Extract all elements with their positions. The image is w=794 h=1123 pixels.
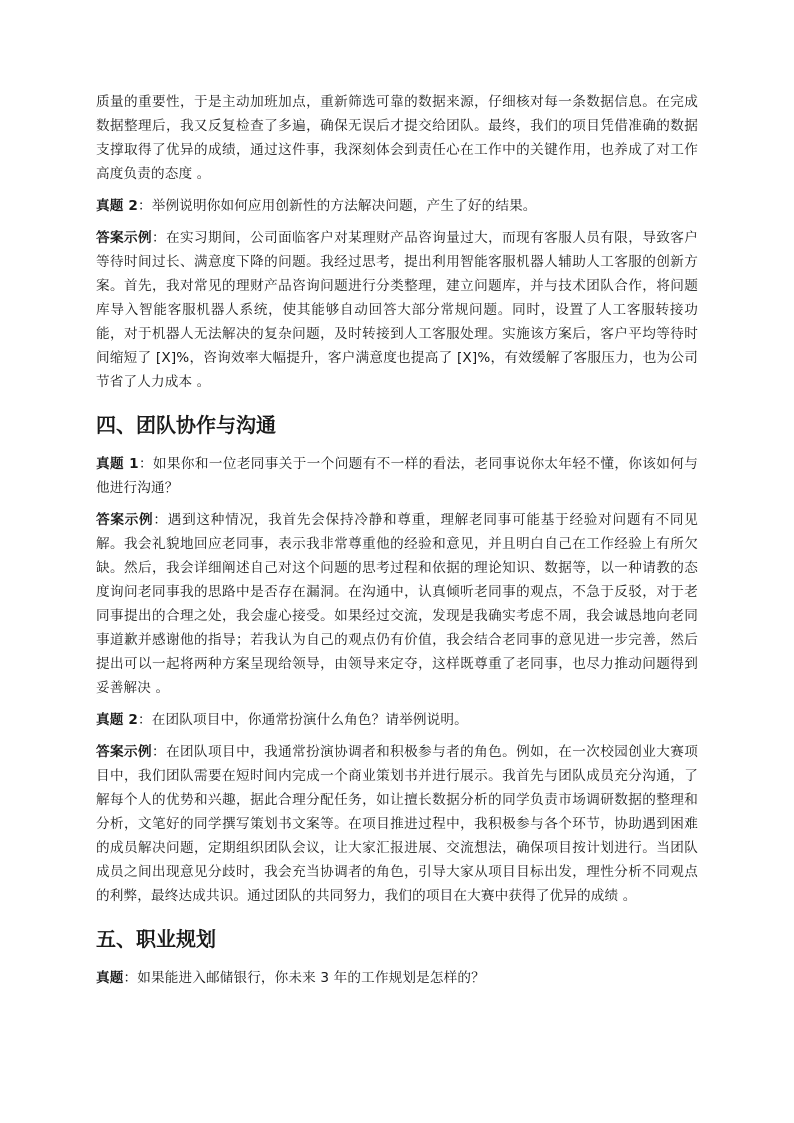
question-label: 真题 xyxy=(96,970,124,986)
answer-text: ：在团队项目中，我通常扮演协调者和积极参与者的角色。例如，在一次校园创业大赛项目中，我们团队需要在短时间内完成一个商业策划书并进行展示。我首先与团队成员充分沟通，了解每个人的优势和兴趣，据此合理分配任务，如让擅长数据分析的同学负责市场调研数据的整理和分析，文笔好的同学撰写策划书文案等。在项目推进过程中，我积极参与各个环节，协助遇到困难的成员解决问题，定期组织团队会议，让大家汇报进展、交流想法，确保项目按计划进行。当团队成员之间出现意见分歧时，我会充当协调者的角色，引导大家从项目目标出发，理性分析不同观点的利弊，最终达成共识。通过团队的共同努力，我们的项目在大赛中获得了优异的成绩 。 xyxy=(96,744,698,904)
question-label: 真题 1 xyxy=(96,456,139,472)
answer-text: ：遇到这种情况，我首先会保持冷静和尊重，理解老同事可能基于经验对问题有不同见解。我会礼貌地回应老同事，表示我非常尊重他的经验和意见，并且明白自己在工作经验上有所欠缺。然后，我会详细阐述自己对这个问题的思考过程和依据的理论知识、数据等，以一种请教的态度询问老同事我的思路中是否存在漏洞。在沟通中，认真倾听老同事的观点，不急于反驳，对于老同事提出的合理之处，我会虚心接受。如果经过交流，发现是我确实考虑不周，我会诚恳地向老同事道歉并感谢他的指导；若我认为自己的观点仍有价值，我会结合老同事的意见进一步完善，然后提出可以一起将两种方案呈现给领导，由领导来定夺，这样既尊重了老同事，也尽力推动问题得到妥善解决 。 xyxy=(96,512,698,696)
question-text: ：在团队项目中，你通常扮演什么角色？请举例说明。 xyxy=(137,712,468,728)
question-label: 真题 2 xyxy=(96,712,138,728)
question-text: ：举例说明你如何应用创新性的方法解决问题，产生了好的结果。 xyxy=(137,198,537,214)
answer-paragraph xyxy=(96,226,698,394)
answer-paragraph xyxy=(96,740,698,908)
question-text: ：如果能进入邮储银行，你未来 3 年的工作规划是怎样的？ xyxy=(123,970,485,986)
question-text: ：如果你和一位老同事关于一个问题有不一样的看法，老同事说你太年轻不懂，你该如何与他进行沟通？ xyxy=(96,456,698,496)
question-paragraph xyxy=(96,708,698,732)
question-paragraph xyxy=(96,452,698,500)
answer-label: 答案示例 xyxy=(96,744,153,760)
section-heading-teamwork: 四、团队协作与沟通 xyxy=(96,413,276,437)
question-paragraph xyxy=(96,966,698,990)
question-label: 真题 2 xyxy=(96,198,138,214)
section-heading-career-planning: 五、职业规划 xyxy=(96,927,216,951)
question-paragraph xyxy=(96,194,698,218)
document-page xyxy=(96,90,698,998)
answer-text: ：在实习期间，公司面临客户对某理财产品咨询量过大，而现有客服人员有限，导致客户等待时间过长、满意度下降的问题。我经过思考，提出利用智能客服机器人辅助人工客服的创新方案。首先，我对常见的理财产品咨询问题进行分类整理，建立问题库，并与技术团队合作，将问题库导入智能客服机器人系统，使其能够自动回答大部分常规问题。同时，设置了人工客服转接功能，对于机器人无法解决的复杂问题，及时转接到人工客服处理。实施该方案后，客户平均等待时间缩短了 [X]%，咨询效率大幅提升，客户满意度也提高了 [X]%，有效缓解了客服压力，也为公司节省了人力成本 。 xyxy=(96,230,698,390)
intro-paragraph: 质量的重要性，于是主动加班加点，重新筛选可靠的数据来源，仔细核对每一条数据信息。在完成数据整理后，我又反复检查了多遍，确保无误后才提交给团队。最终，我们的项目凭借准确的数据支撑取得了优异的成绩，通过这件事，我深刻体会到责任心在工作中的关键作用，也养成了对工作高度负责的态度 。 xyxy=(96,94,698,182)
answer-paragraph xyxy=(96,508,698,700)
answer-label: 答案示例 xyxy=(96,512,154,528)
answer-label: 答案示例 xyxy=(96,230,153,246)
